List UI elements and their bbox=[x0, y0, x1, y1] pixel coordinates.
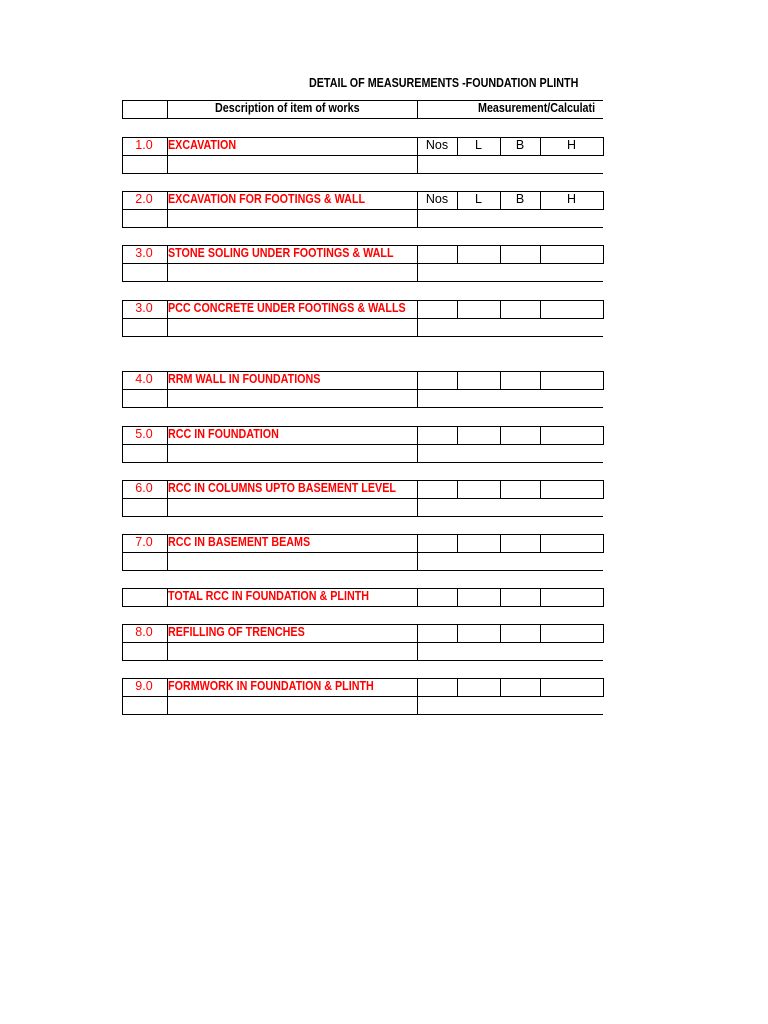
measurement-cell bbox=[457, 245, 501, 264]
measurement-blank-row-border bbox=[417, 407, 603, 408]
measurement-cell bbox=[500, 245, 541, 264]
item-number: 1.0 bbox=[135, 138, 153, 152]
measurement-cell bbox=[500, 300, 541, 319]
item-blank-description-cell bbox=[167, 209, 418, 228]
item-description: TOTAL RCC IN FOUNDATION & PLINTH bbox=[168, 589, 370, 603]
measurement-cell bbox=[540, 371, 604, 390]
item-number: 8.0 bbox=[135, 625, 153, 639]
item-blank-description-cell bbox=[167, 498, 418, 517]
measurement-cell bbox=[457, 588, 501, 607]
measurement-cell bbox=[540, 245, 604, 264]
measurement-cell bbox=[457, 624, 501, 643]
measurement-cell bbox=[457, 534, 501, 553]
measurement-cell bbox=[457, 678, 501, 697]
item-description: EXCAVATION FOR FOOTINGS & WALL bbox=[168, 192, 366, 206]
measurement-cell bbox=[417, 678, 458, 697]
measurement-cell bbox=[457, 300, 501, 319]
item-blank-number-cell bbox=[122, 552, 168, 571]
measurement-cell bbox=[500, 534, 541, 553]
item-number: 6.0 bbox=[135, 481, 153, 495]
measurement-cell bbox=[417, 300, 458, 319]
measurement-blank-row-border bbox=[417, 336, 603, 337]
item-blank-description-cell bbox=[167, 696, 418, 715]
measurement-column-header bbox=[478, 101, 603, 115]
measurement-cell bbox=[500, 678, 541, 697]
item-blank-number-cell bbox=[122, 263, 168, 282]
item-number: 3.0 bbox=[135, 301, 153, 315]
measurement-cell bbox=[500, 480, 541, 499]
measurement-column-label: H bbox=[566, 138, 577, 152]
measurement-cell bbox=[500, 371, 541, 390]
measurement-column-label: Nos bbox=[425, 192, 449, 206]
item-number: 9.0 bbox=[135, 679, 153, 693]
measurement-cell bbox=[500, 624, 541, 643]
measurement-blank-row-border bbox=[417, 227, 603, 228]
item-description: EXCAVATION bbox=[168, 138, 237, 152]
item-number: 4.0 bbox=[135, 372, 153, 386]
measurement-cell bbox=[500, 588, 541, 607]
item-description: REFILLING OF TRENCHES bbox=[168, 625, 305, 639]
measurement-cell bbox=[540, 426, 604, 445]
measurement-column-header-text: Measurement/Calculati bbox=[478, 101, 596, 115]
header-measurement-bottom-border bbox=[417, 118, 603, 119]
item-number: 3.0 bbox=[135, 246, 153, 260]
measurement-cell bbox=[540, 588, 604, 607]
measurement-cell bbox=[417, 245, 458, 264]
measurement-cell bbox=[540, 534, 604, 553]
measurement-blank-row-border bbox=[417, 660, 603, 661]
item-number: 2.0 bbox=[135, 192, 153, 206]
item-blank-number-cell bbox=[122, 444, 168, 463]
measurement-blank-row-border bbox=[417, 714, 603, 715]
measurement-blank-row-border bbox=[417, 462, 603, 463]
measurement-cell bbox=[417, 480, 458, 499]
measurement-blank-row-border bbox=[417, 281, 603, 282]
item-blank-number-cell bbox=[122, 155, 168, 174]
item-blank-number-cell bbox=[122, 389, 168, 408]
measurement-cell bbox=[457, 480, 501, 499]
item-number: 5.0 bbox=[135, 427, 153, 441]
measurement-column-label: H bbox=[566, 192, 577, 206]
measurement-cell bbox=[417, 534, 458, 553]
description-column-header: Description of item of works bbox=[215, 101, 360, 115]
item-number-cell bbox=[122, 588, 168, 607]
measurement-cell bbox=[417, 426, 458, 445]
item-number: 7.0 bbox=[135, 535, 153, 549]
item-blank-description-cell bbox=[167, 389, 418, 408]
measurement-cell bbox=[457, 426, 501, 445]
item-blank-description-cell bbox=[167, 155, 418, 174]
measurement-cell bbox=[417, 588, 458, 607]
measurement-cell bbox=[540, 624, 604, 643]
item-description: RRM WALL IN FOUNDATIONS bbox=[168, 372, 321, 386]
measurement-column-label: Nos bbox=[425, 138, 449, 152]
item-blank-description-cell bbox=[167, 318, 418, 337]
measurement-cell bbox=[500, 426, 541, 445]
item-description: STONE SOLING UNDER FOOTINGS & WALL bbox=[168, 246, 394, 260]
measurement-column-label: B bbox=[515, 192, 525, 206]
item-description: FORMWORK IN FOUNDATION & PLINTH bbox=[168, 679, 374, 693]
measurement-cell bbox=[417, 624, 458, 643]
item-blank-description-cell bbox=[167, 444, 418, 463]
item-blank-number-cell bbox=[122, 498, 168, 517]
item-blank-number-cell bbox=[122, 209, 168, 228]
measurement-column-label: B bbox=[515, 138, 525, 152]
item-blank-number-cell bbox=[122, 696, 168, 715]
measurement-blank-row-border bbox=[417, 570, 603, 571]
item-blank-description-cell bbox=[167, 263, 418, 282]
item-blank-number-cell bbox=[122, 318, 168, 337]
document-title: DETAIL OF MEASUREMENTS -FOUNDATION PLINTH bbox=[309, 76, 579, 90]
measurement-cell bbox=[540, 480, 604, 499]
measurement-blank-row-border bbox=[417, 173, 603, 174]
item-description: PCC CONCRETE UNDER FOOTINGS & WALLS bbox=[168, 301, 406, 315]
item-description: RCC IN COLUMNS UPTO BASEMENT LEVEL bbox=[168, 481, 396, 495]
header-number-cell bbox=[122, 100, 168, 119]
measurement-cell bbox=[417, 371, 458, 390]
measurement-column-label: L bbox=[475, 138, 482, 152]
item-blank-description-cell bbox=[167, 552, 418, 571]
item-blank-description-cell bbox=[167, 642, 418, 661]
measurement-blank-row-border bbox=[417, 516, 603, 517]
item-description: RCC IN FOUNDATION bbox=[168, 427, 279, 441]
measurement-column-label: L bbox=[475, 192, 482, 206]
measurement-cell bbox=[540, 678, 604, 697]
measurement-cell bbox=[540, 300, 604, 319]
item-blank-number-cell bbox=[122, 642, 168, 661]
measurement-cell bbox=[457, 371, 501, 390]
item-description: RCC IN BASEMENT BEAMS bbox=[168, 535, 311, 549]
